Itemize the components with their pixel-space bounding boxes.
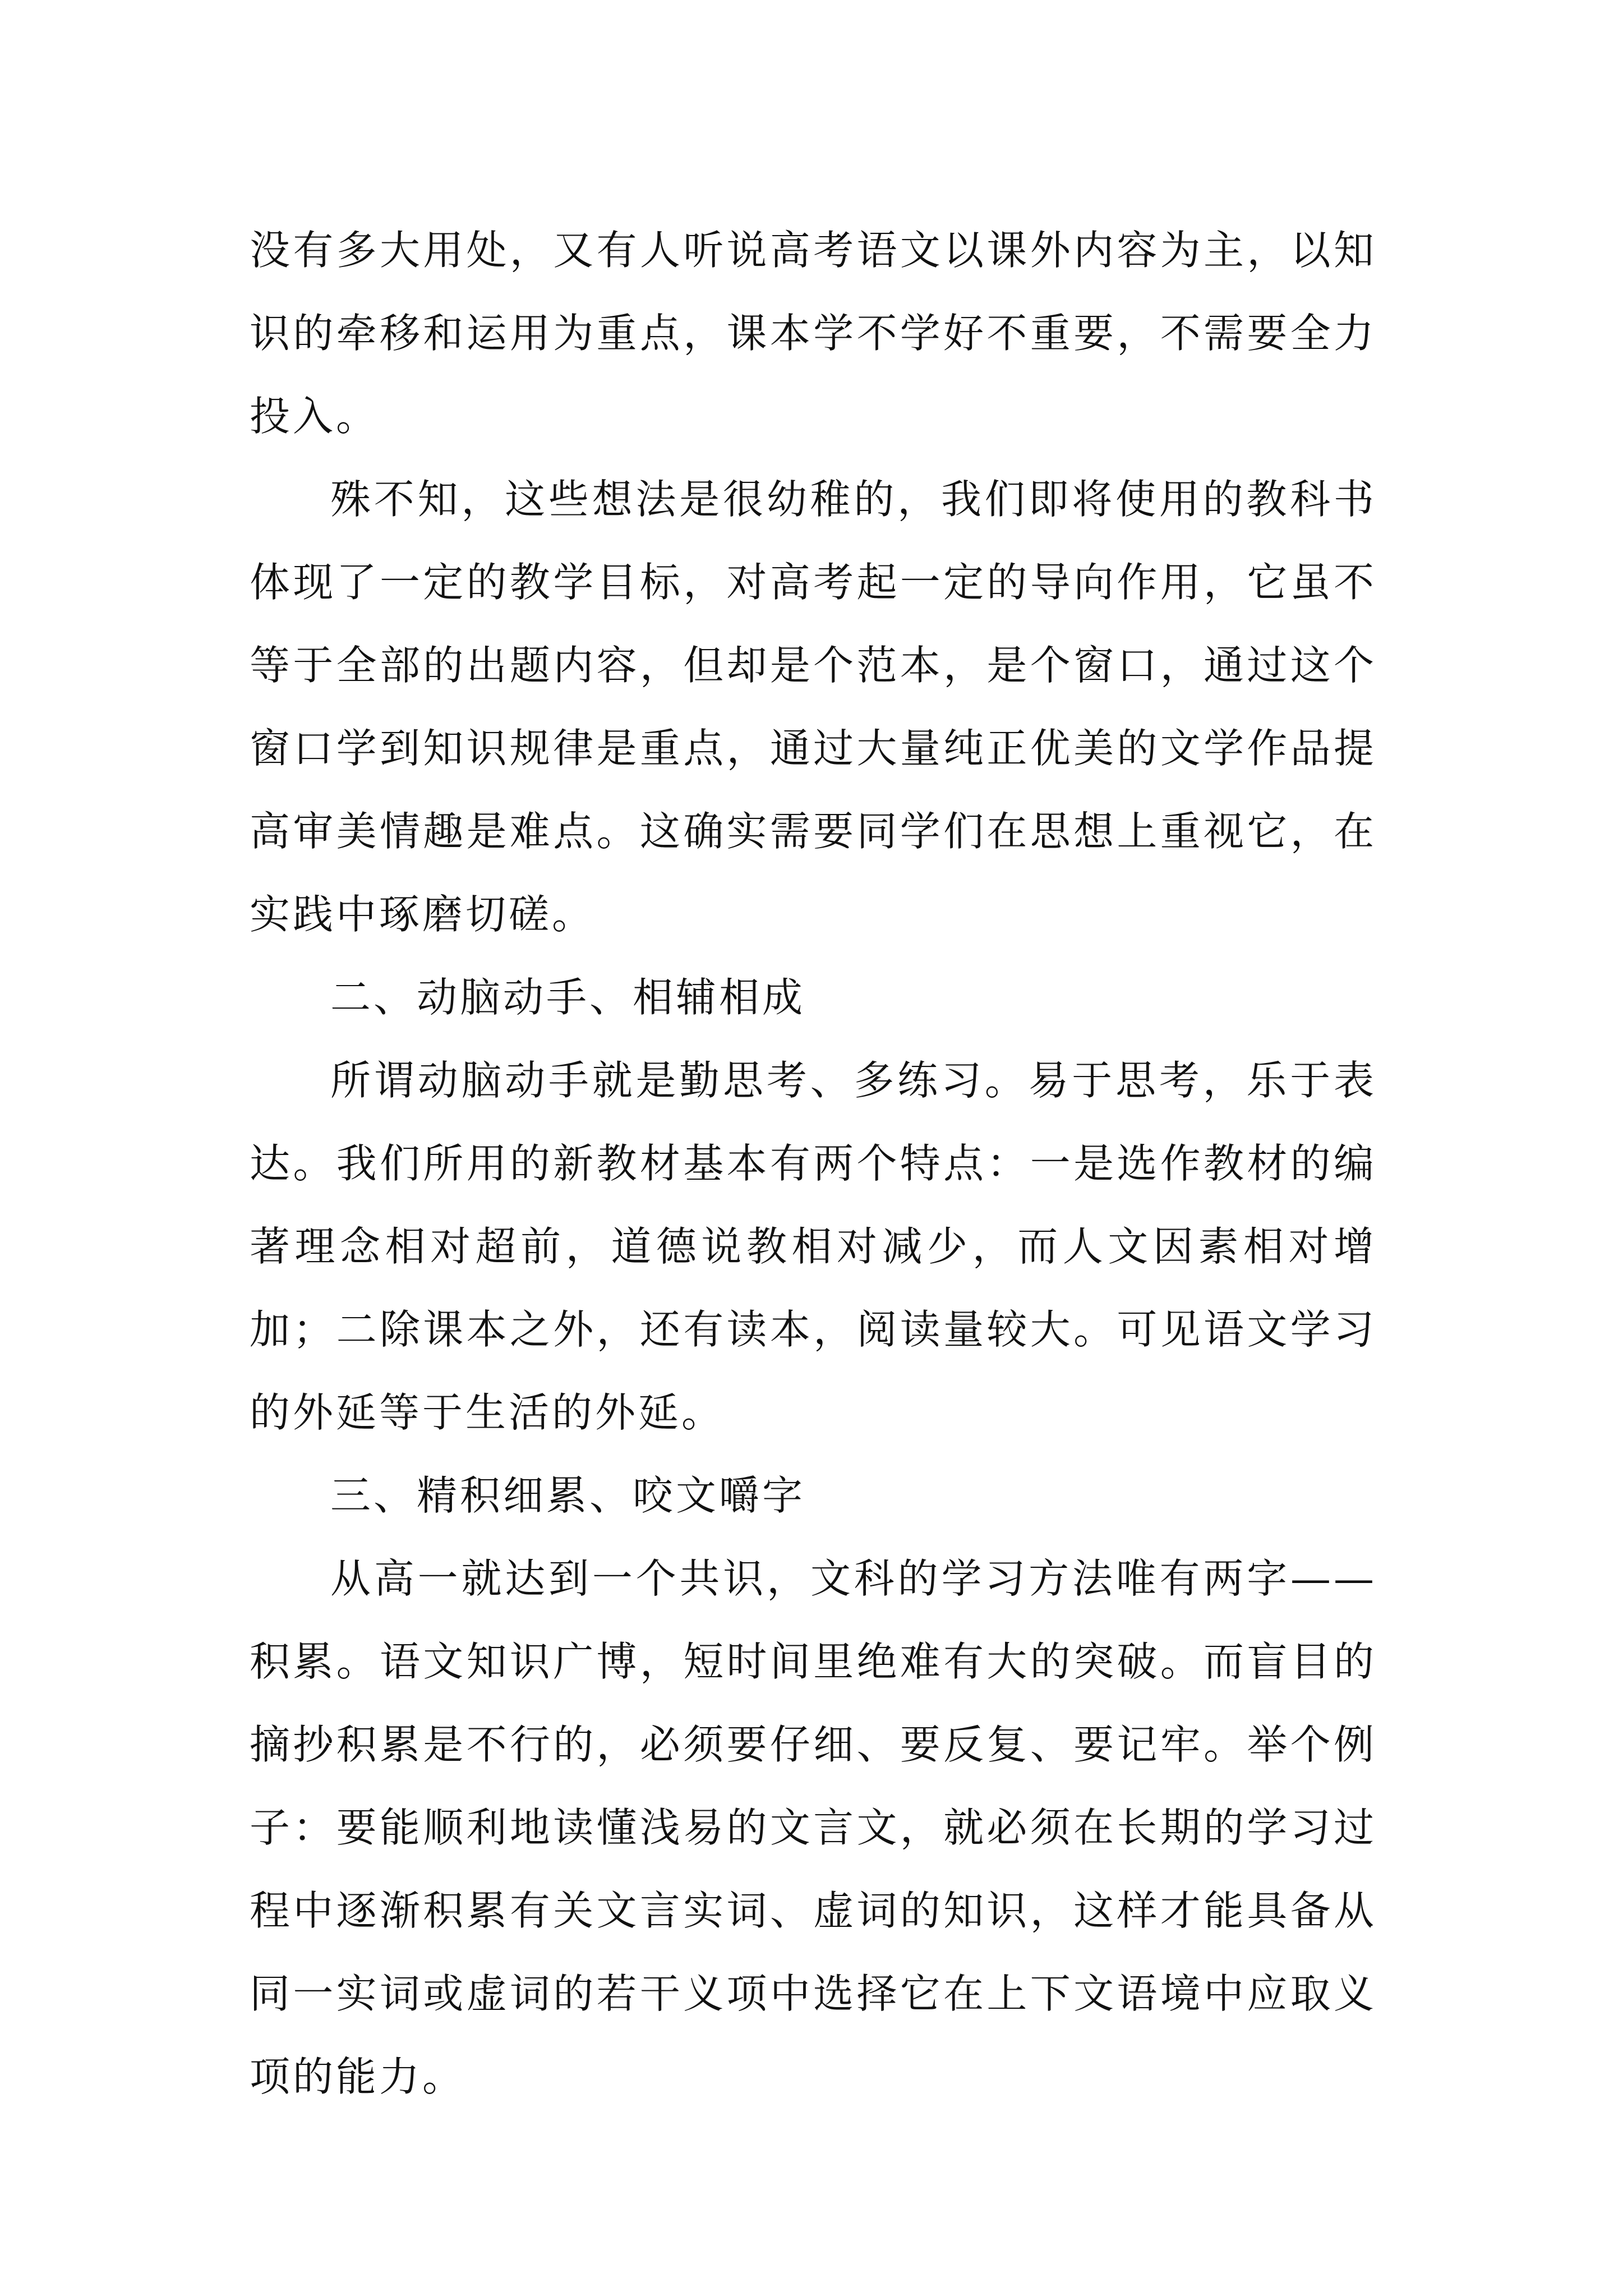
- section-heading-2: 二、动脑动手、相辅相成: [330, 974, 806, 1021]
- paragraph-textbook-importance: 殊不知，这些想法是很幼稚的，我们即将使用的教科书体现了一定的教学目标，对高考起一定的导向作用，它虽不等于全部的出题内容，但却是个范本，是个窗口，通过这个窗口学到知识规律是重点，通过大量纯正优美的文学作品提高审美情趣是难点。这确实需要同学们在思想上重视它，在实践中琢磨切磋。: [250, 476, 1377, 938]
- document-body: [250, 209, 1377, 2118]
- paragraph-continuation: 没有多大用处，又有人听说高考语文以课外内容为主，以知识的牵移和运用为重点，课本学不学好不重要，不需要全力投入。: [250, 227, 1377, 440]
- paragraph-accumulation: 从高一就达到一个共识，文科的学习方法唯有两字——积累。语文知识广博，短时间里绝难有大的突破。而盲目的摘抄积累是不行的，必须要仔细、要反复、要记牢。举个例子：要能顺利地读懂浅易的文言文，就必须在长期的学习过程中逐渐积累有关文言实词、虚词的知识，这样才能具备从同一实词或虚词的若干义项中选择它在上下文语境中应取义项的能力。: [250, 1555, 1377, 2100]
- section-heading-3: 三、精积细累、咬文嚼字: [330, 1472, 806, 1519]
- paragraph-think-and-practice: 所谓动脑动手就是勤思考、多练习。易于思考，乐于表达。我们所用的新教材基本有两个特点：一是选作教材的编著理念相对超前，道德说教相对减少，而人文因素相对增加；二除课本之外，还有读本，阅读量较大。可见语文学习的外延等于生活的外延。: [250, 1057, 1377, 1436]
